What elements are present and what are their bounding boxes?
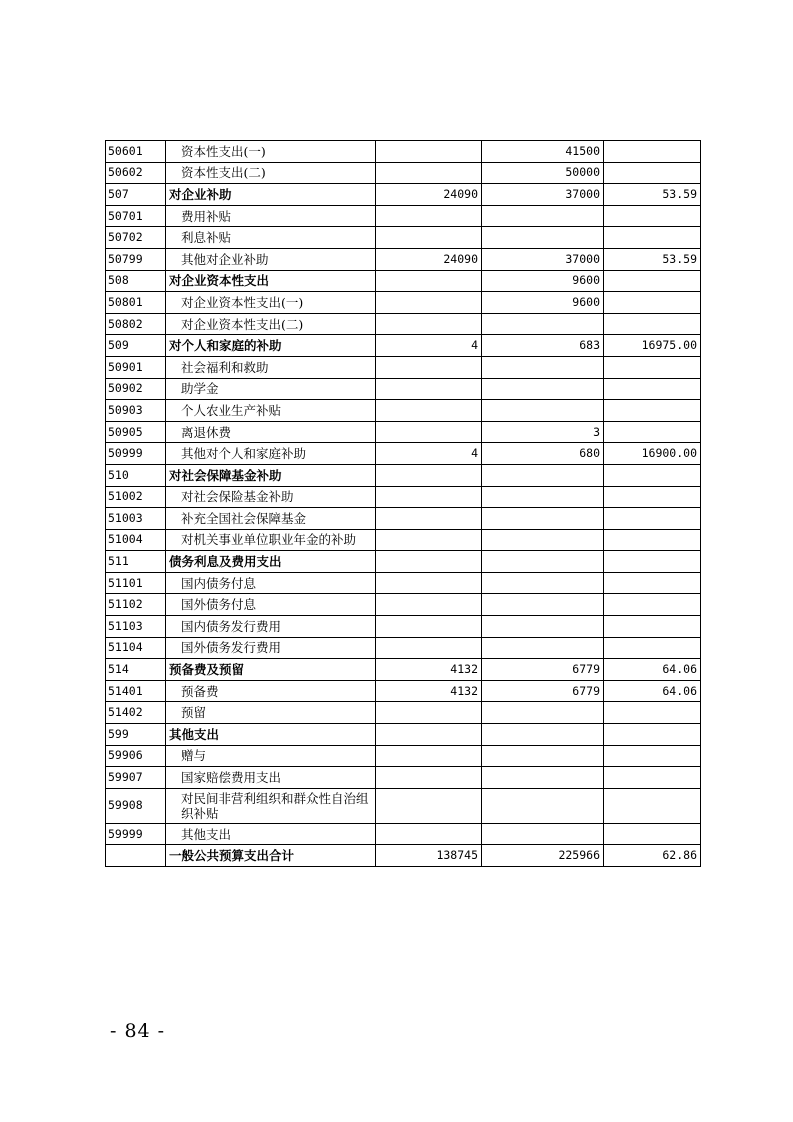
cell-value-3 <box>604 356 701 378</box>
cell-value-2 <box>482 572 604 594</box>
cell-item-name: 资本性支出(二) <box>166 162 376 184</box>
cell-item-name: 国外债务发行费用 <box>166 637 376 659</box>
cell-value-3 <box>604 529 701 551</box>
cell-value-2: 9600 <box>482 292 604 314</box>
cell-item-name: 对社会保障基金补助 <box>166 464 376 486</box>
table-row <box>106 248 701 270</box>
cell-code: 51401 <box>106 680 166 702</box>
cell-value-3 <box>604 572 701 594</box>
table-row <box>106 270 701 292</box>
cell-item-name: 对机关事业单位职业年金的补助 <box>166 529 376 551</box>
cell-value-1: 138745 <box>376 845 482 867</box>
cell-value-1 <box>376 421 482 443</box>
table-row <box>106 205 701 227</box>
cell-value-1 <box>376 572 482 594</box>
cell-value-2 <box>482 227 604 249</box>
cell-value-3 <box>604 637 701 659</box>
table-row <box>106 400 701 422</box>
cell-value-2: 9600 <box>482 270 604 292</box>
cell-code: 50701 <box>106 205 166 227</box>
cell-value-2: 225966 <box>482 845 604 867</box>
cell-value-3 <box>604 292 701 314</box>
cell-code: 50902 <box>106 378 166 400</box>
table-row <box>106 594 701 616</box>
cell-item-name: 对企业资本性支出(二) <box>166 313 376 335</box>
cell-value-3 <box>604 745 701 767</box>
cell-value-1: 4132 <box>376 680 482 702</box>
cell-code: 599 <box>106 724 166 746</box>
table-row <box>106 616 701 638</box>
cell-value-2: 6779 <box>482 659 604 681</box>
cell-value-1 <box>376 464 482 486</box>
table-row <box>106 421 701 443</box>
cell-value-3 <box>604 551 701 573</box>
cell-value-2: 6779 <box>482 680 604 702</box>
cell-code: 50802 <box>106 313 166 335</box>
cell-code: 51002 <box>106 486 166 508</box>
cell-code: 508 <box>106 270 166 292</box>
cell-item-name: 对社会保险基金补助 <box>166 486 376 508</box>
cell-value-1: 4132 <box>376 659 482 681</box>
cell-value-2: 680 <box>482 443 604 465</box>
cell-item-name: 补充全国社会保障基金 <box>166 508 376 530</box>
cell-value-2: 683 <box>482 335 604 357</box>
cell-value-3 <box>604 400 701 422</box>
cell-code: 51104 <box>106 637 166 659</box>
cell-value-3: 62.86 <box>604 845 701 867</box>
cell-value-1 <box>376 551 482 573</box>
cell-value-3 <box>604 616 701 638</box>
cell-value-1 <box>376 205 482 227</box>
cell-item-name: 国家赔偿费用支出 <box>166 767 376 789</box>
cell-item-name: 离退休费 <box>166 421 376 443</box>
cell-value-3 <box>604 702 701 724</box>
cell-code: 50999 <box>106 443 166 465</box>
cell-value-1 <box>376 400 482 422</box>
cell-value-1 <box>376 594 482 616</box>
cell-value-3: 16975.00 <box>604 335 701 357</box>
table-row <box>106 745 701 767</box>
cell-value-2 <box>482 356 604 378</box>
cell-code: 50702 <box>106 227 166 249</box>
cell-item-name: 国内债务付息 <box>166 572 376 594</box>
cell-value-2 <box>482 702 604 724</box>
cell-value-2 <box>482 637 604 659</box>
cell-code: 50801 <box>106 292 166 314</box>
table-row <box>106 141 701 163</box>
cell-value-1 <box>376 823 482 845</box>
cell-value-1 <box>376 529 482 551</box>
cell-value-3 <box>604 270 701 292</box>
table-row <box>106 724 701 746</box>
cell-item-name: 国外债务付息 <box>166 594 376 616</box>
table-row <box>106 767 701 789</box>
cell-value-3 <box>604 594 701 616</box>
table-row <box>106 823 701 845</box>
cell-value-3 <box>604 227 701 249</box>
cell-item-name: 对企业资本性支出 <box>166 270 376 292</box>
cell-value-1: 4 <box>376 335 482 357</box>
cell-code: 51101 <box>106 572 166 594</box>
table-row <box>106 464 701 486</box>
cell-code: 51004 <box>106 529 166 551</box>
cell-value-3: 64.06 <box>604 680 701 702</box>
table-row <box>106 788 701 823</box>
cell-value-3 <box>604 767 701 789</box>
cell-code: 509 <box>106 335 166 357</box>
table-row <box>106 443 701 465</box>
table-row <box>106 845 701 867</box>
cell-value-2: 50000 <box>482 162 604 184</box>
cell-item-name: 对个人和家庭的补助 <box>166 335 376 357</box>
cell-value-2 <box>482 823 604 845</box>
table-row <box>106 486 701 508</box>
table-row <box>106 551 701 573</box>
cell-value-1 <box>376 356 482 378</box>
cell-item-name: 费用补贴 <box>166 205 376 227</box>
cell-value-2 <box>482 529 604 551</box>
cell-value-2: 37000 <box>482 248 604 270</box>
cell-item-name: 助学金 <box>166 378 376 400</box>
cell-value-3 <box>604 141 701 163</box>
budget-expenditure-table <box>105 140 701 867</box>
cell-value-1 <box>376 508 482 530</box>
cell-code: 59999 <box>106 823 166 845</box>
table-row <box>106 335 701 357</box>
cell-code <box>106 845 166 867</box>
table-row <box>106 659 701 681</box>
cell-item-name: 预留 <box>166 702 376 724</box>
cell-value-3: 64.06 <box>604 659 701 681</box>
table-row <box>106 313 701 335</box>
cell-value-1: 24090 <box>376 184 482 206</box>
table-row <box>106 292 701 314</box>
cell-value-3 <box>604 464 701 486</box>
cell-item-name: 其他对个人和家庭补助 <box>166 443 376 465</box>
cell-item-name: 国内债务发行费用 <box>166 616 376 638</box>
cell-code: 51103 <box>106 616 166 638</box>
cell-value-2 <box>482 551 604 573</box>
cell-item-name: 对企业补助 <box>166 184 376 206</box>
cell-value-2 <box>482 378 604 400</box>
table-row <box>106 378 701 400</box>
cell-value-3 <box>604 508 701 530</box>
cell-code: 510 <box>106 464 166 486</box>
cell-value-2 <box>482 594 604 616</box>
cell-value-3 <box>604 724 701 746</box>
table-body <box>106 141 701 867</box>
cell-value-2 <box>482 767 604 789</box>
cell-value-3 <box>604 205 701 227</box>
cell-value-2 <box>482 724 604 746</box>
cell-item-name: 社会福利和救助 <box>166 356 376 378</box>
cell-value-1 <box>376 270 482 292</box>
cell-item-name: 资本性支出(一) <box>166 141 376 163</box>
cell-item-name: 对企业资本性支出(一) <box>166 292 376 314</box>
cell-value-2 <box>482 616 604 638</box>
cell-value-3 <box>604 823 701 845</box>
cell-item-name: 债务利息及费用支出 <box>166 551 376 573</box>
cell-value-1 <box>376 767 482 789</box>
cell-value-3 <box>604 162 701 184</box>
cell-item-name: 其他支出 <box>166 724 376 746</box>
cell-value-1 <box>376 141 482 163</box>
cell-value-1: 4 <box>376 443 482 465</box>
cell-value-2 <box>482 745 604 767</box>
cell-value-2 <box>482 400 604 422</box>
cell-item-name: 预备费 <box>166 680 376 702</box>
cell-value-3 <box>604 378 701 400</box>
cell-value-1 <box>376 378 482 400</box>
page-number: - 84 - <box>110 1020 166 1042</box>
cell-code: 51402 <box>106 702 166 724</box>
cell-item-name: 对民间非营利组织和群众性自治组织补贴 <box>166 788 376 823</box>
cell-code: 59906 <box>106 745 166 767</box>
cell-item-name: 个人农业生产补贴 <box>166 400 376 422</box>
cell-code: 50799 <box>106 248 166 270</box>
cell-value-2: 37000 <box>482 184 604 206</box>
table-row <box>106 680 701 702</box>
cell-item-name: 其他支出 <box>166 823 376 845</box>
cell-value-2 <box>482 508 604 530</box>
cell-value-1 <box>376 292 482 314</box>
cell-value-3 <box>604 788 701 823</box>
cell-value-3 <box>604 486 701 508</box>
cell-value-3 <box>604 313 701 335</box>
cell-value-2 <box>482 205 604 227</box>
cell-value-2 <box>482 486 604 508</box>
cell-item-name: 利息补贴 <box>166 227 376 249</box>
cell-value-2 <box>482 313 604 335</box>
cell-value-1 <box>376 724 482 746</box>
cell-value-1: 24090 <box>376 248 482 270</box>
cell-value-3 <box>604 421 701 443</box>
cell-value-1 <box>376 227 482 249</box>
cell-code: 50601 <box>106 141 166 163</box>
cell-code: 59908 <box>106 788 166 823</box>
cell-value-2 <box>482 464 604 486</box>
cell-value-2: 3 <box>482 421 604 443</box>
table-row <box>106 572 701 594</box>
table-row <box>106 356 701 378</box>
cell-code: 511 <box>106 551 166 573</box>
cell-value-2: 41500 <box>482 141 604 163</box>
cell-code: 51102 <box>106 594 166 616</box>
cell-code: 50901 <box>106 356 166 378</box>
cell-value-3: 53.59 <box>604 184 701 206</box>
cell-value-1 <box>376 616 482 638</box>
cell-code: 514 <box>106 659 166 681</box>
cell-value-1 <box>376 486 482 508</box>
cell-item-name: 一般公共预算支出合计 <box>166 845 376 867</box>
cell-code: 51003 <box>106 508 166 530</box>
table-row <box>106 508 701 530</box>
cell-item-name: 赠与 <box>166 745 376 767</box>
cell-code: 59907 <box>106 767 166 789</box>
table-row <box>106 529 701 551</box>
cell-item-name: 其他对企业补助 <box>166 248 376 270</box>
cell-code: 50602 <box>106 162 166 184</box>
table-row <box>106 162 701 184</box>
cell-value-1 <box>376 313 482 335</box>
table-row <box>106 227 701 249</box>
cell-code: 507 <box>106 184 166 206</box>
cell-value-2 <box>482 788 604 823</box>
cell-value-1 <box>376 788 482 823</box>
cell-value-1 <box>376 162 482 184</box>
cell-value-1 <box>376 702 482 724</box>
table-row <box>106 702 701 724</box>
cell-value-3: 53.59 <box>604 248 701 270</box>
table-row <box>106 184 701 206</box>
cell-code: 50905 <box>106 421 166 443</box>
cell-value-3: 16900.00 <box>604 443 701 465</box>
cell-code: 50903 <box>106 400 166 422</box>
cell-item-name: 预备费及预留 <box>166 659 376 681</box>
cell-value-1 <box>376 745 482 767</box>
table-row <box>106 637 701 659</box>
cell-value-1 <box>376 637 482 659</box>
